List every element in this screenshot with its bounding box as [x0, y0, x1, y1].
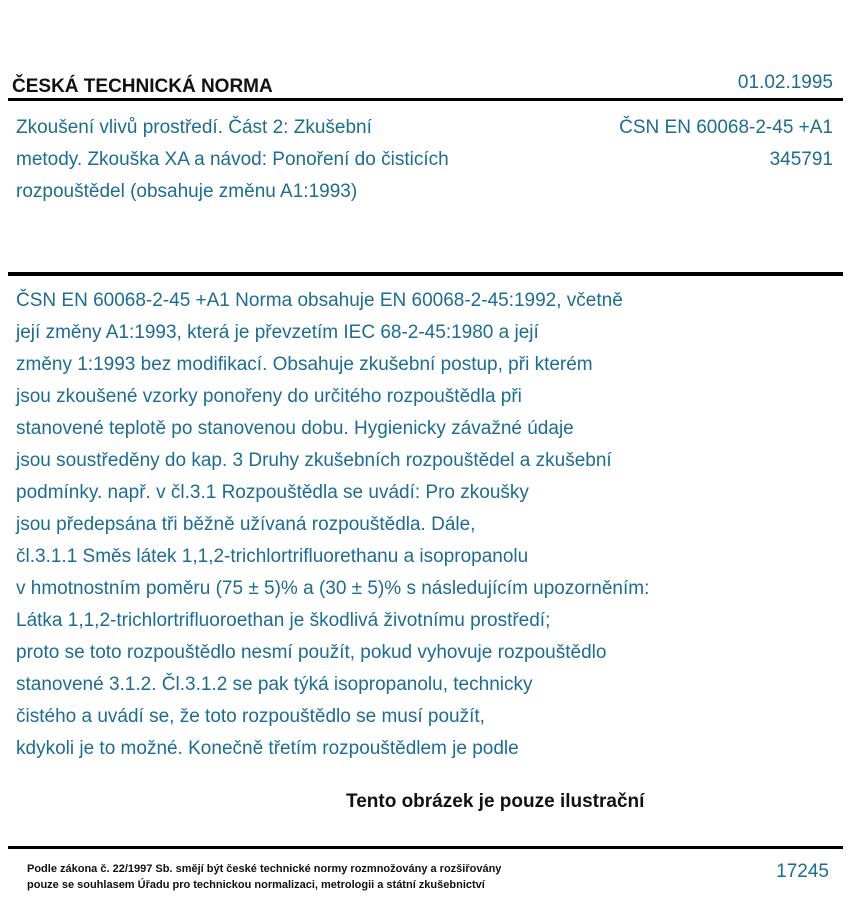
summary-line: ČSN EN 60068-2-45 +A1 Norma obsahuje EN 60068-2-45:1992, včetně [16, 290, 623, 311]
summary-line: proto se toto rozpouštědlo nesmí použít, pokud vyhovuje rozpouštědlo [16, 642, 607, 663]
summary-line: kdykoli je to možné. Konečně třetím rozpouštědlem je podle [16, 738, 519, 759]
standard-title [16, 112, 576, 208]
header-divider [8, 98, 843, 101]
summary-line: změny 1:1993 bez modifikací. Obsahuje zkušební postup, při kterém [16, 354, 593, 375]
legal-notice [27, 861, 501, 893]
summary-line: jsou soustředěny do kap. 3 Druhy zkušebních rozpouštědel a zkušební [16, 450, 612, 471]
standard-title-line: Zkoušení vlivů prostředí. Část 2: Zkušební [16, 117, 372, 138]
summary-line: Látka 1,1,2-trichlortrifluoroethan je škodlivá životnímu prostředí; [16, 610, 551, 631]
issue-date: 01.02.1995 [737, 72, 833, 93]
summary-line: její změny A1:1993, která je převzetím IEC 68-2-45:1980 a její [16, 322, 539, 343]
standard-identifiers [619, 112, 833, 176]
summary-line: stanovené teplotě po stanovenou dobu. Hygienicky závažné údaje [16, 418, 574, 439]
standard-designation: ČSN EN 60068-2-45 +A1 [619, 117, 833, 138]
standard-summary [16, 285, 816, 765]
catalog-number: 345791 [769, 149, 833, 170]
document-header-title: ČESKÁ TECHNICKÁ NORMA [12, 76, 273, 97]
summary-line: jsou předepsána tři běžně užívaná rozpouštědla. Dále, [16, 514, 476, 535]
standard-title-line: rozpouštědel (obsahuje změnu A1:1993) [16, 181, 358, 202]
summary-line: podmínky. např. v čl.3.1 Rozpouštědla se uvádí: Pro zkoušky [16, 482, 529, 503]
summary-line: jsou zkoušené vzorky ponořeny do určitého rozpouštědla při [16, 386, 522, 407]
legal-notice-line: Podle zákona č. 22/1997 Sb. smějí být české technické normy rozmnožovány a rozšiřovány [27, 863, 502, 875]
legal-notice-line: pouze se souhlasem Úřadu pro technickou normalizaci, metrologii a státní zkušebnictví [27, 879, 485, 891]
section-divider [8, 272, 843, 276]
footer-divider [8, 846, 843, 849]
summary-line: čistého a uvádí se, že toto rozpouštědlo se musí použít, [16, 706, 485, 727]
standard-title-line: metody. Zkouška XA a návod: Ponoření do čisticích [16, 149, 449, 170]
document-number: 17245 [776, 861, 829, 882]
summary-line: čl.3.1.1 Směs látek 1,1,2-trichlortrifluorethanu a isopropanolu [16, 546, 529, 567]
illustration-disclaimer: Tento obrázek je pouze ilustrační [346, 791, 645, 812]
summary-line: stanovené 3.1.2. Čl.3.1.2 se pak týká isopropanolu, technicky [16, 674, 533, 695]
summary-line: v hmotnostním poměru (75 ± 5)% a (30 ± 5)% s následujícím upozorněním: [16, 578, 650, 599]
